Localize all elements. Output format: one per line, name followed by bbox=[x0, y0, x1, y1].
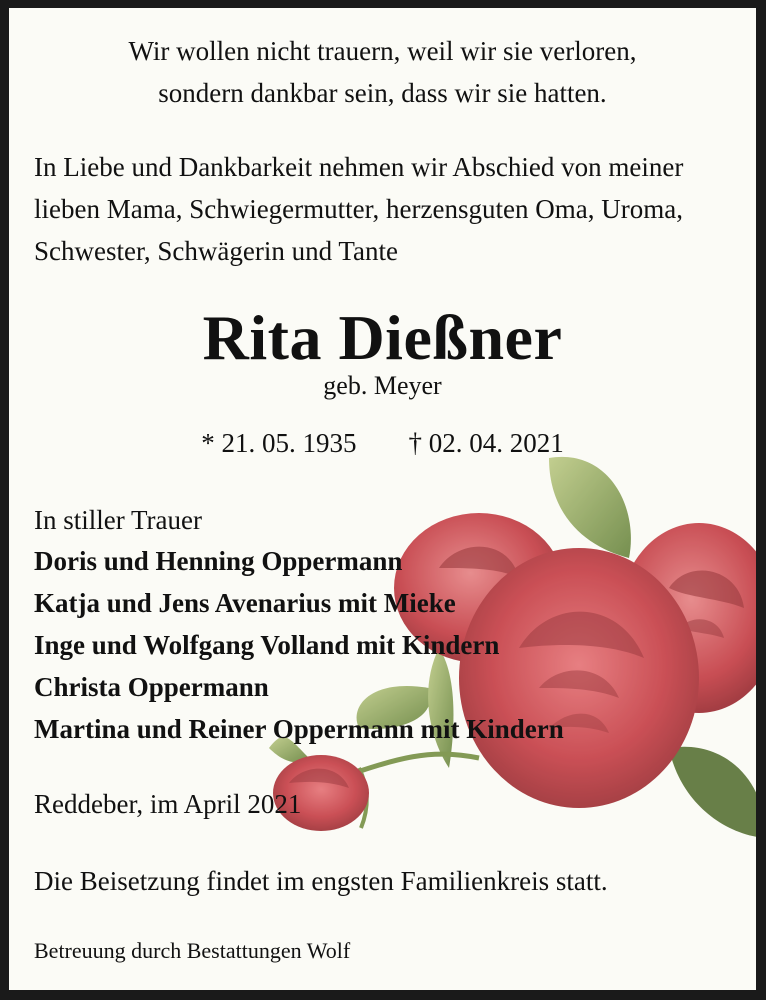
mourner-entry: Christa Oppermann bbox=[34, 672, 269, 702]
mourner-entry: Inge und Wolfgang Volland mit Kindern bbox=[34, 630, 500, 660]
intro-line: In Liebe und Dankbarkeit nehmen wir Abschied von meiner bbox=[34, 152, 684, 182]
place-and-date: Reddeber, im April 2021 bbox=[34, 789, 302, 819]
maiden-name: geb. Meyer bbox=[323, 371, 442, 400]
burial-note: Die Beisetzung findet im engsten Familienkreis statt. bbox=[34, 866, 608, 896]
mourners-list bbox=[34, 540, 734, 750]
life-dates bbox=[9, 426, 756, 460]
intro-line: lieben Mama, Schwiegermutter, herzensguten Oma, Uroma, bbox=[34, 194, 683, 224]
death-date: † 02. 04. 2021 bbox=[408, 428, 564, 458]
quote-line: Wir wollen nicht trauern, weil wir sie verloren, bbox=[128, 36, 637, 66]
obituary-text bbox=[9, 8, 756, 990]
mourning-label: In stiller Trauer bbox=[34, 505, 202, 535]
mourner-entry: Doris und Henning Oppermann bbox=[34, 546, 403, 576]
mourner-entry: Katja und Jens Avenarius mit Mieke bbox=[34, 588, 456, 618]
intro-line: Schwester, Schwägerin und Tante bbox=[34, 236, 398, 266]
farewell-intro bbox=[34, 146, 749, 272]
undertaker-credit: Betreuung durch Bestattungen Wolf bbox=[34, 938, 351, 963]
memorial-quote bbox=[9, 30, 756, 114]
obituary-card bbox=[9, 8, 756, 990]
deceased-name: Rita Dießner bbox=[202, 302, 563, 373]
birth-date: * 21. 05. 1935 bbox=[201, 428, 357, 458]
quote-line: sondern dankbar sein, dass wir sie hatten. bbox=[158, 78, 607, 108]
mourner-entry: Martina und Reiner Oppermann mit Kindern bbox=[34, 714, 564, 744]
